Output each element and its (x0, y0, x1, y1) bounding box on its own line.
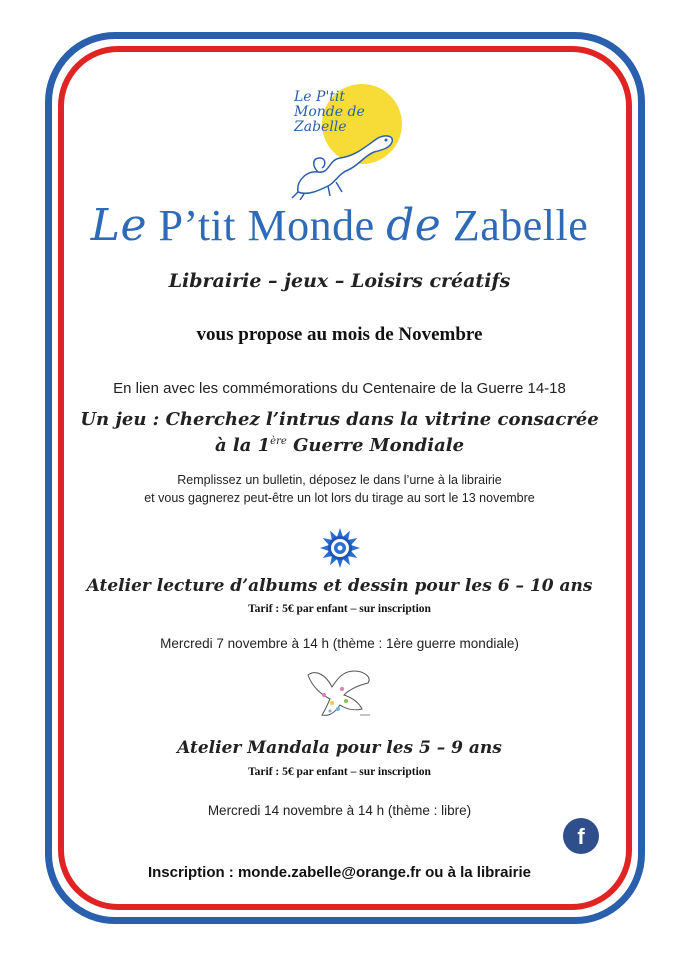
game-title-line-2-a: à la 1 (214, 435, 271, 456)
bleuet-rosette-icon (319, 527, 361, 569)
logo-line-2: Monde de (294, 104, 365, 120)
workshop-1-title: Atelier lecture d’albums et dessin pour les 6 – 10 ans (86, 576, 593, 596)
game-title-superscript: ère (270, 436, 287, 447)
peace-dove-icon (302, 665, 378, 725)
ferret-logo (272, 78, 412, 198)
registration-contact: Inscription : monde.zabelle@orange.fr ou à la librairie (147, 864, 532, 881)
game-description-line-2: et vous gagnerez peut-être un lot lors du tirage au sort le 13 novembre (144, 491, 535, 505)
title-part-zabelle: Zabelle (441, 201, 589, 250)
game-title (0, 409, 679, 457)
title-part-de: de (386, 200, 442, 251)
game-title-line-1: Un jeu : Cherchez l’intrus dans la vitrine consacrée (80, 409, 599, 430)
shop-subtitle: Librairie – jeux – Loisirs créatifs (168, 270, 511, 292)
facebook-icon[interactable]: f (563, 818, 599, 854)
workshop-2-title: Atelier Mandala pour les 5 – 9 ans (177, 738, 502, 758)
centenary-intro: En lien avec les commémorations du Centenaire de la Guerre 14-18 (113, 380, 566, 397)
workshop-1-date: Mercredi 7 novembre à 14 h (thème : 1ère guerre mondiale) (160, 636, 519, 651)
shop-title (0, 200, 679, 251)
logo-line-3: Zabelle (294, 119, 347, 135)
workshop-2-price: Tarif : 5€ par enfant – sur inscription (248, 766, 431, 778)
game-title-line-2-b: Guerre Mondiale (286, 435, 465, 456)
title-part-le: Le (90, 200, 147, 251)
workshop-1-price: Tarif : 5€ par enfant – sur inscription (248, 603, 431, 615)
logo-text (294, 90, 404, 135)
game-description (0, 471, 679, 507)
title-part-ptit-monde: P’tit Monde (146, 201, 387, 250)
workshop-2-date: Mercredi 14 novembre à 14 h (thème : libre) (207, 803, 472, 818)
game-description-line-1: Remplissez un bulletin, déposez le dans l’urne à la librairie (177, 473, 502, 487)
logo-line-1: Le P'tit (294, 89, 346, 105)
game-title-line-2 (0, 431, 679, 457)
november-intro: vous propose au mois de Novembre (196, 324, 483, 345)
